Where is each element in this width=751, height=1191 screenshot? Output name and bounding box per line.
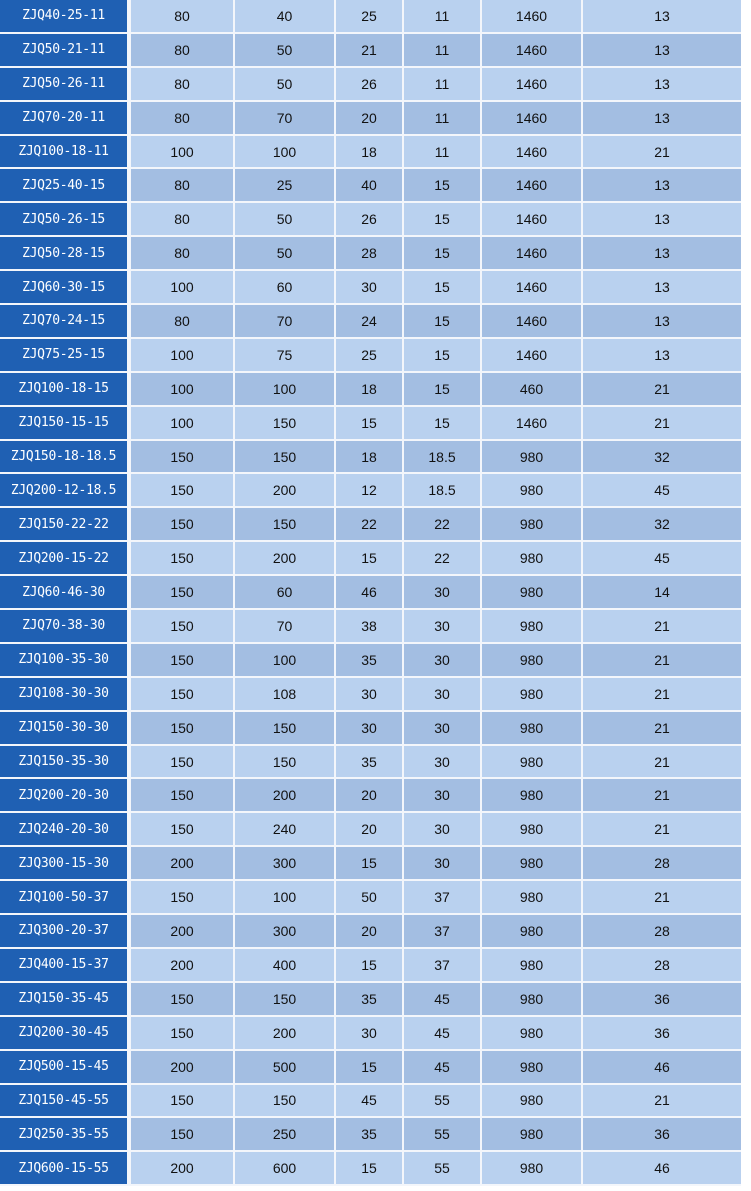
- table-row: [0, 576, 751, 610]
- col-6-cell: 13: [583, 271, 741, 305]
- col-6-cell: 21: [583, 779, 741, 813]
- col-1-cell: 150: [131, 881, 235, 915]
- model-cell: ZJQ500-15-45: [0, 1051, 131, 1085]
- col-6-cell: 36: [583, 983, 741, 1017]
- col-3-cell: 45: [336, 1085, 404, 1119]
- col-2-cell: 50: [235, 68, 336, 102]
- table-row: [0, 68, 751, 102]
- col-6-cell: 21: [583, 407, 741, 441]
- table-row: [0, 813, 751, 847]
- model-cell: ZJQ300-20-37: [0, 915, 131, 949]
- col-2-cell: 150: [235, 1085, 336, 1119]
- col-6-cell: 21: [583, 678, 741, 712]
- col-5-cell: 980: [482, 474, 583, 508]
- col-5-cell: 980: [482, 1152, 583, 1186]
- col-6-cell: 28: [583, 847, 741, 881]
- col-3-cell: 21: [336, 34, 404, 68]
- table-row: [0, 542, 751, 576]
- col-5-cell: 1460: [482, 203, 583, 237]
- table-row: [0, 237, 751, 271]
- col-1-cell: 150: [131, 644, 235, 678]
- col-2-cell: 600: [235, 1152, 336, 1186]
- table-row: [0, 102, 751, 136]
- col-3-cell: 18: [336, 441, 404, 475]
- col-3-cell: 35: [336, 1118, 404, 1152]
- col-6-cell: 21: [583, 610, 741, 644]
- col-4-cell: 15: [404, 373, 482, 407]
- col-2-cell: 108: [235, 678, 336, 712]
- model-cell: ZJQ200-20-30: [0, 779, 131, 813]
- col-3-cell: 30: [336, 271, 404, 305]
- col-5-cell: 460: [482, 373, 583, 407]
- col-1-cell: 200: [131, 1051, 235, 1085]
- col-6-cell: 45: [583, 542, 741, 576]
- col-6-cell: 36: [583, 1118, 741, 1152]
- col-4-cell: 30: [404, 779, 482, 813]
- col-2-cell: 300: [235, 847, 336, 881]
- col-2-cell: 70: [235, 305, 336, 339]
- col-1-cell: 150: [131, 746, 235, 780]
- col-6-cell: 21: [583, 746, 741, 780]
- col-4-cell: 55: [404, 1118, 482, 1152]
- col-5-cell: 1460: [482, 407, 583, 441]
- col-6-cell: 13: [583, 339, 741, 373]
- col-4-cell: 11: [404, 68, 482, 102]
- col-4-cell: 11: [404, 34, 482, 68]
- model-cell: ZJQ60-46-30: [0, 576, 131, 610]
- model-cell: ZJQ600-15-55: [0, 1152, 131, 1186]
- table-row: [0, 407, 751, 441]
- col-2-cell: 100: [235, 881, 336, 915]
- col-1-cell: 200: [131, 1152, 235, 1186]
- col-1-cell: 150: [131, 813, 235, 847]
- col-1-cell: 150: [131, 678, 235, 712]
- col-4-cell: 30: [404, 576, 482, 610]
- table-row: [0, 1051, 751, 1085]
- col-2-cell: 60: [235, 271, 336, 305]
- table-row: [0, 1017, 751, 1051]
- col-1-cell: 150: [131, 1017, 235, 1051]
- table-row: [0, 847, 751, 881]
- col-3-cell: 35: [336, 644, 404, 678]
- col-3-cell: 12: [336, 474, 404, 508]
- col-4-cell: 11: [404, 0, 482, 34]
- col-3-cell: 15: [336, 949, 404, 983]
- table-row: [0, 203, 751, 237]
- col-2-cell: 300: [235, 915, 336, 949]
- col-4-cell: 15: [404, 237, 482, 271]
- col-2-cell: 70: [235, 610, 336, 644]
- col-3-cell: 15: [336, 407, 404, 441]
- table-row: [0, 305, 751, 339]
- col-3-cell: 26: [336, 203, 404, 237]
- model-cell: ZJQ150-30-30: [0, 712, 131, 746]
- model-cell: ZJQ100-18-15: [0, 373, 131, 407]
- table-row: [0, 949, 751, 983]
- table-row: [0, 915, 751, 949]
- col-4-cell: 15: [404, 339, 482, 373]
- col-2-cell: 200: [235, 1017, 336, 1051]
- table-row: [0, 474, 751, 508]
- col-6-cell: 21: [583, 1085, 741, 1119]
- col-4-cell: 22: [404, 508, 482, 542]
- col-2-cell: 100: [235, 644, 336, 678]
- col-4-cell: 18.5: [404, 441, 482, 475]
- col-3-cell: 25: [336, 0, 404, 34]
- col-2-cell: 150: [235, 441, 336, 475]
- model-cell: ZJQ150-15-15: [0, 407, 131, 441]
- col-4-cell: 18.5: [404, 474, 482, 508]
- col-5-cell: 980: [482, 1118, 583, 1152]
- table-row: [0, 644, 751, 678]
- col-5-cell: 980: [482, 576, 583, 610]
- table-row: [0, 881, 751, 915]
- col-1-cell: 150: [131, 1085, 235, 1119]
- col-5-cell: 1460: [482, 68, 583, 102]
- model-cell: ZJQ70-20-11: [0, 102, 131, 136]
- col-5-cell: 980: [482, 1085, 583, 1119]
- col-5-cell: 1460: [482, 34, 583, 68]
- col-6-cell: 46: [583, 1152, 741, 1186]
- model-cell: ZJQ150-18-18.5: [0, 441, 131, 475]
- col-5-cell: 980: [482, 1017, 583, 1051]
- col-5-cell: 980: [482, 949, 583, 983]
- col-1-cell: 80: [131, 0, 235, 34]
- table-row: [0, 441, 751, 475]
- col-6-cell: 21: [583, 813, 741, 847]
- col-6-cell: 21: [583, 373, 741, 407]
- col-3-cell: 20: [336, 813, 404, 847]
- table-row: [0, 712, 751, 746]
- col-4-cell: 22: [404, 542, 482, 576]
- col-6-cell: 13: [583, 0, 741, 34]
- col-1-cell: 150: [131, 474, 235, 508]
- model-cell: ZJQ100-50-37: [0, 881, 131, 915]
- col-6-cell: 21: [583, 712, 741, 746]
- col-6-cell: 13: [583, 68, 741, 102]
- model-cell: ZJQ300-15-30: [0, 847, 131, 881]
- model-cell: ZJQ100-18-11: [0, 136, 131, 170]
- col-1-cell: 100: [131, 339, 235, 373]
- col-5-cell: 980: [482, 712, 583, 746]
- table-row: [0, 610, 751, 644]
- col-3-cell: 20: [336, 779, 404, 813]
- col-2-cell: 150: [235, 508, 336, 542]
- table-row: [0, 373, 751, 407]
- col-6-cell: 32: [583, 508, 741, 542]
- col-1-cell: 100: [131, 373, 235, 407]
- col-5-cell: 980: [482, 610, 583, 644]
- table-row: [0, 136, 751, 170]
- col-1-cell: 100: [131, 271, 235, 305]
- col-3-cell: 38: [336, 610, 404, 644]
- col-4-cell: 30: [404, 678, 482, 712]
- model-cell: ZJQ40-25-11: [0, 0, 131, 34]
- col-1-cell: 150: [131, 542, 235, 576]
- col-2-cell: 60: [235, 576, 336, 610]
- model-cell: ZJQ50-26-15: [0, 203, 131, 237]
- col-5-cell: 980: [482, 542, 583, 576]
- table-row: [0, 746, 751, 780]
- col-5-cell: 1460: [482, 136, 583, 170]
- col-3-cell: 25: [336, 339, 404, 373]
- col-4-cell: 30: [404, 847, 482, 881]
- col-1-cell: 80: [131, 102, 235, 136]
- col-5-cell: 980: [482, 847, 583, 881]
- model-cell: ZJQ150-22-22: [0, 508, 131, 542]
- col-3-cell: 35: [336, 983, 404, 1017]
- col-4-cell: 30: [404, 813, 482, 847]
- col-4-cell: 11: [404, 136, 482, 170]
- col-1-cell: 150: [131, 441, 235, 475]
- col-5-cell: 980: [482, 779, 583, 813]
- col-2-cell: 40: [235, 0, 336, 34]
- col-1-cell: 150: [131, 576, 235, 610]
- model-cell: ZJQ108-30-30: [0, 678, 131, 712]
- col-1-cell: 150: [131, 983, 235, 1017]
- col-3-cell: 18: [336, 373, 404, 407]
- col-2-cell: 50: [235, 34, 336, 68]
- col-6-cell: 28: [583, 949, 741, 983]
- col-6-cell: 13: [583, 169, 741, 203]
- col-2-cell: 200: [235, 779, 336, 813]
- col-4-cell: 37: [404, 881, 482, 915]
- col-6-cell: 21: [583, 644, 741, 678]
- col-4-cell: 45: [404, 983, 482, 1017]
- model-cell: ZJQ150-35-45: [0, 983, 131, 1017]
- col-5-cell: 1460: [482, 0, 583, 34]
- col-5-cell: 1460: [482, 169, 583, 203]
- col-3-cell: 35: [336, 746, 404, 780]
- model-cell: ZJQ50-26-11: [0, 68, 131, 102]
- col-1-cell: 80: [131, 203, 235, 237]
- col-1-cell: 150: [131, 508, 235, 542]
- model-cell: ZJQ70-24-15: [0, 305, 131, 339]
- col-2-cell: 100: [235, 373, 336, 407]
- col-4-cell: 11: [404, 102, 482, 136]
- col-4-cell: 15: [404, 169, 482, 203]
- col-5-cell: 1460: [482, 305, 583, 339]
- table-row: [0, 1152, 751, 1186]
- col-4-cell: 15: [404, 271, 482, 305]
- col-2-cell: 150: [235, 746, 336, 780]
- col-6-cell: 21: [583, 136, 741, 170]
- col-3-cell: 24: [336, 305, 404, 339]
- col-3-cell: 28: [336, 237, 404, 271]
- col-2-cell: 200: [235, 542, 336, 576]
- model-cell: ZJQ100-35-30: [0, 644, 131, 678]
- col-1-cell: 200: [131, 847, 235, 881]
- table-row: [0, 1085, 751, 1119]
- table-row: [0, 0, 751, 34]
- col-5-cell: 980: [482, 813, 583, 847]
- col-6-cell: 28: [583, 915, 741, 949]
- col-3-cell: 22: [336, 508, 404, 542]
- model-cell: ZJQ50-28-15: [0, 237, 131, 271]
- table-row: [0, 779, 751, 813]
- model-cell: ZJQ25-40-15: [0, 169, 131, 203]
- model-cell: ZJQ150-45-55: [0, 1085, 131, 1119]
- col-1-cell: 80: [131, 169, 235, 203]
- col-4-cell: 15: [404, 407, 482, 441]
- col-5-cell: 1460: [482, 271, 583, 305]
- col-5-cell: 1460: [482, 339, 583, 373]
- col-4-cell: 45: [404, 1051, 482, 1085]
- col-3-cell: 30: [336, 712, 404, 746]
- col-5-cell: 980: [482, 746, 583, 780]
- col-4-cell: 37: [404, 915, 482, 949]
- col-5-cell: 980: [482, 983, 583, 1017]
- model-cell: ZJQ150-35-30: [0, 746, 131, 780]
- col-3-cell: 15: [336, 542, 404, 576]
- col-4-cell: 30: [404, 644, 482, 678]
- col-3-cell: 15: [336, 847, 404, 881]
- col-2-cell: 150: [235, 983, 336, 1017]
- col-2-cell: 400: [235, 949, 336, 983]
- col-5-cell: 980: [482, 1051, 583, 1085]
- model-cell: ZJQ250-35-55: [0, 1118, 131, 1152]
- col-1-cell: 80: [131, 305, 235, 339]
- model-cell: ZJQ240-20-30: [0, 813, 131, 847]
- col-2-cell: 200: [235, 474, 336, 508]
- model-cell: ZJQ50-21-11: [0, 34, 131, 68]
- col-3-cell: 30: [336, 1017, 404, 1051]
- col-1-cell: 150: [131, 779, 235, 813]
- col-3-cell: 15: [336, 1051, 404, 1085]
- col-1-cell: 150: [131, 1118, 235, 1152]
- col-6-cell: 13: [583, 305, 741, 339]
- col-4-cell: 45: [404, 1017, 482, 1051]
- col-4-cell: 30: [404, 610, 482, 644]
- col-3-cell: 46: [336, 576, 404, 610]
- col-4-cell: 37: [404, 949, 482, 983]
- col-4-cell: 55: [404, 1085, 482, 1119]
- col-5-cell: 1460: [482, 102, 583, 136]
- col-6-cell: 21: [583, 881, 741, 915]
- table-row: [0, 34, 751, 68]
- col-6-cell: 32: [583, 441, 741, 475]
- col-5-cell: 980: [482, 644, 583, 678]
- col-3-cell: 20: [336, 915, 404, 949]
- table-row: [0, 678, 751, 712]
- col-5-cell: 980: [482, 881, 583, 915]
- col-6-cell: 13: [583, 237, 741, 271]
- col-3-cell: 18: [336, 136, 404, 170]
- col-2-cell: 50: [235, 203, 336, 237]
- col-2-cell: 240: [235, 813, 336, 847]
- col-1-cell: 80: [131, 68, 235, 102]
- model-cell: ZJQ200-12-18.5: [0, 474, 131, 508]
- col-6-cell: 45: [583, 474, 741, 508]
- col-2-cell: 50: [235, 237, 336, 271]
- col-4-cell: 15: [404, 203, 482, 237]
- model-cell: ZJQ75-25-15: [0, 339, 131, 373]
- model-cell: ZJQ60-30-15: [0, 271, 131, 305]
- col-5-cell: 980: [482, 915, 583, 949]
- col-2-cell: 75: [235, 339, 336, 373]
- col-5-cell: 980: [482, 678, 583, 712]
- col-6-cell: 36: [583, 1017, 741, 1051]
- col-2-cell: 250: [235, 1118, 336, 1152]
- col-1-cell: 150: [131, 610, 235, 644]
- table-row: [0, 271, 751, 305]
- col-6-cell: 13: [583, 203, 741, 237]
- col-1-cell: 200: [131, 949, 235, 983]
- table-row: [0, 339, 751, 373]
- model-cell: ZJQ70-38-30: [0, 610, 131, 644]
- col-5-cell: 1460: [482, 237, 583, 271]
- col-1-cell: 200: [131, 915, 235, 949]
- col-3-cell: 40: [336, 169, 404, 203]
- col-2-cell: 25: [235, 169, 336, 203]
- col-4-cell: 30: [404, 746, 482, 780]
- table-row: [0, 508, 751, 542]
- model-cell: ZJQ400-15-37: [0, 949, 131, 983]
- col-1-cell: 80: [131, 34, 235, 68]
- table-row: [0, 1118, 751, 1152]
- col-3-cell: 20: [336, 102, 404, 136]
- table-row: [0, 169, 751, 203]
- model-cell: ZJQ200-30-45: [0, 1017, 131, 1051]
- col-6-cell: 13: [583, 102, 741, 136]
- table-row: [0, 983, 751, 1017]
- model-cell: ZJQ200-15-22: [0, 542, 131, 576]
- col-4-cell: 55: [404, 1152, 482, 1186]
- col-2-cell: 150: [235, 407, 336, 441]
- col-6-cell: 14: [583, 576, 741, 610]
- col-4-cell: 30: [404, 712, 482, 746]
- col-1-cell: 100: [131, 407, 235, 441]
- col-5-cell: 980: [482, 441, 583, 475]
- col-3-cell: 50: [336, 881, 404, 915]
- col-6-cell: 46: [583, 1051, 741, 1085]
- page-edge: [741, 0, 751, 1191]
- col-5-cell: 980: [482, 508, 583, 542]
- col-6-cell: 13: [583, 34, 741, 68]
- col-3-cell: 30: [336, 678, 404, 712]
- col-2-cell: 100: [235, 136, 336, 170]
- col-1-cell: 80: [131, 237, 235, 271]
- col-3-cell: 15: [336, 1152, 404, 1186]
- col-1-cell: 150: [131, 712, 235, 746]
- col-2-cell: 70: [235, 102, 336, 136]
- col-4-cell: 15: [404, 305, 482, 339]
- col-1-cell: 100: [131, 136, 235, 170]
- col-3-cell: 26: [336, 68, 404, 102]
- col-2-cell: 500: [235, 1051, 336, 1085]
- col-2-cell: 150: [235, 712, 336, 746]
